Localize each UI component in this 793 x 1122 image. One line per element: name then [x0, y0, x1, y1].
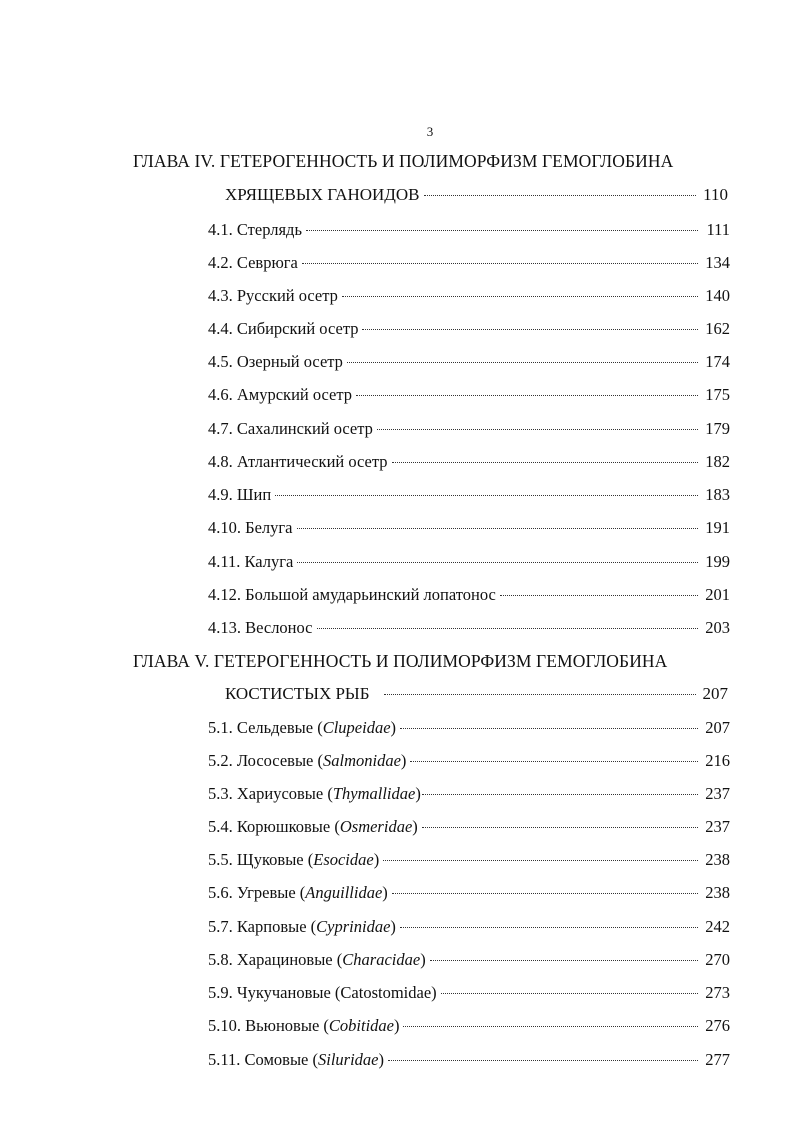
- toc-entry: [208, 352, 730, 372]
- page-ref: 140: [705, 286, 730, 305]
- section-title: 4.11. Калуга: [208, 552, 294, 571]
- toc-entry: [208, 585, 730, 605]
- page-ref: 237: [705, 784, 730, 803]
- page-ref: 199: [705, 552, 730, 571]
- toc-entry: [208, 419, 730, 439]
- chapter-heading: ГЛАВА IV. ГЕТЕРОГЕННОСТЬ И ПОЛИМОРФИЗМ ГЕМОГЛОБИНА: [133, 151, 674, 171]
- dot-leader: [403, 1026, 698, 1027]
- section-title: 4.5. Озерный осетр: [208, 352, 343, 371]
- toc-entry: [208, 883, 730, 903]
- dot-leader: [422, 794, 698, 795]
- section-title: 4.4. Сибирский осетр: [208, 319, 359, 338]
- page-number: 3: [426, 124, 434, 139]
- page-ref: 238: [705, 850, 730, 869]
- dot-leader: [430, 960, 698, 961]
- dot-leader: [384, 694, 696, 695]
- section-title: 4.9. Шип: [208, 485, 272, 504]
- page-ref: 273: [705, 983, 730, 1002]
- page-ref: 111: [706, 220, 730, 239]
- dot-leader: [342, 296, 698, 297]
- chapter-heading-continuation: [225, 684, 728, 704]
- toc-entry: [208, 983, 730, 1003]
- section-title: 4.6. Амурский осетр: [208, 385, 353, 404]
- section-title: 4.10. Белуга: [208, 518, 293, 537]
- page-ref: 203: [705, 618, 730, 637]
- dot-leader: [392, 462, 698, 463]
- page-ref: 207: [702, 684, 728, 703]
- toc-entry: [208, 385, 730, 405]
- dot-leader: [362, 329, 698, 330]
- section-title: 5.1. Сельдевые (Clupeidae): [208, 718, 397, 737]
- section-title: 4.7. Сахалинский осетр: [208, 419, 373, 438]
- page-ref: 134: [705, 253, 730, 272]
- toc-entry: [208, 1050, 730, 1070]
- toc-entry: [208, 452, 730, 472]
- toc-entry: [208, 253, 730, 273]
- page-ref: 277: [705, 1050, 730, 1069]
- dot-leader: [400, 927, 698, 928]
- dot-leader: [410, 761, 698, 762]
- section-title: 4.8. Атлантический осетр: [208, 452, 388, 471]
- page-ref: 276: [705, 1016, 730, 1035]
- page-ref: 183: [705, 485, 730, 504]
- page-ref: 182: [705, 452, 730, 471]
- section-title: 5.11. Сомовые (Siluridae): [208, 1050, 384, 1069]
- page-ref: 237: [705, 817, 730, 836]
- section-title: 5.5. Щуковые (Esocidae): [208, 850, 380, 869]
- page-ref: 179: [705, 419, 730, 438]
- dot-leader: [347, 362, 698, 363]
- page-ref: 110: [703, 185, 728, 204]
- section-title: 4.2. Севрюга: [208, 253, 298, 272]
- toc-entry: [208, 220, 730, 240]
- dot-leader: [422, 827, 698, 828]
- toc-entry: [208, 850, 730, 870]
- section-title: 5.10. Вьюновые (Cobitidae): [208, 1016, 400, 1035]
- dot-leader: [317, 628, 699, 629]
- dot-leader: [297, 528, 699, 529]
- dot-leader: [275, 495, 698, 496]
- page-ref: 174: [705, 352, 730, 371]
- toc-entry: [208, 950, 730, 970]
- section-title: 5.4. Корюшковые (Osmeridae): [208, 817, 418, 836]
- toc-entry: [208, 485, 730, 505]
- chapter-title-part: КОСТИСТЫХ РЫБ: [225, 684, 370, 703]
- chapter-heading: ГЛАВА V. ГЕТЕРОГЕННОСТЬ И ПОЛИМОРФИЗМ ГЕМОГЛОБИНА: [133, 651, 668, 671]
- section-title: 5.7. Карповые (Cyprinidae): [208, 917, 396, 936]
- page-ref: 191: [705, 518, 730, 537]
- toc-entry: [208, 1016, 730, 1036]
- dot-leader: [383, 860, 698, 861]
- dot-leader: [302, 263, 698, 264]
- section-title: 4.3. Русский осетр: [208, 286, 338, 305]
- page-ref: 238: [705, 883, 730, 902]
- page-ref: 270: [705, 950, 730, 969]
- dot-leader: [441, 993, 698, 994]
- section-title: 4.12. Большой амударьинский лопатонос: [208, 585, 496, 604]
- toc-entry: [208, 286, 730, 306]
- dot-leader: [424, 195, 696, 196]
- section-title: 5.8. Харациновые (Characidae): [208, 950, 426, 969]
- page-ref: 201: [705, 585, 730, 604]
- toc-entry: [208, 751, 730, 771]
- dot-leader: [377, 429, 698, 430]
- dot-leader: [297, 562, 698, 563]
- chapter-heading-continuation: [225, 185, 728, 205]
- page-ref: 175: [705, 385, 730, 404]
- section-title: 4.1. Стерлядь: [208, 220, 302, 239]
- section-title: 5.9. Чукучановые (Catostomidae): [208, 983, 437, 1002]
- toc-entry: [208, 917, 730, 937]
- toc-entry: [208, 784, 730, 804]
- section-title: 5.2. Лососевые (Salmonidae): [208, 751, 407, 770]
- page-ref: 216: [705, 751, 730, 770]
- dot-leader: [306, 230, 698, 231]
- toc-entry: [208, 618, 730, 638]
- dot-leader: [388, 1060, 698, 1061]
- toc-entry: [208, 718, 730, 738]
- toc-entry: [208, 552, 730, 572]
- toc-entry: [208, 817, 730, 837]
- page-ref: 242: [705, 917, 730, 936]
- page-ref: 207: [705, 718, 730, 737]
- chapter-title-part: ХРЯЩЕВЫХ ГАНОИДОВ: [225, 185, 420, 204]
- toc-entry: [208, 518, 730, 538]
- section-title: 4.13. Веслонос: [208, 618, 313, 637]
- section-title: 5.6. Угревые (Anguillidae): [208, 883, 388, 902]
- section-title: 5.3. Хариусовые (Thymallidae): [208, 784, 421, 803]
- page-ref: 162: [705, 319, 730, 338]
- dot-leader: [400, 728, 698, 729]
- dot-leader: [500, 595, 698, 596]
- toc-entry: [208, 319, 730, 339]
- dot-leader: [392, 893, 698, 894]
- dot-leader: [356, 395, 698, 396]
